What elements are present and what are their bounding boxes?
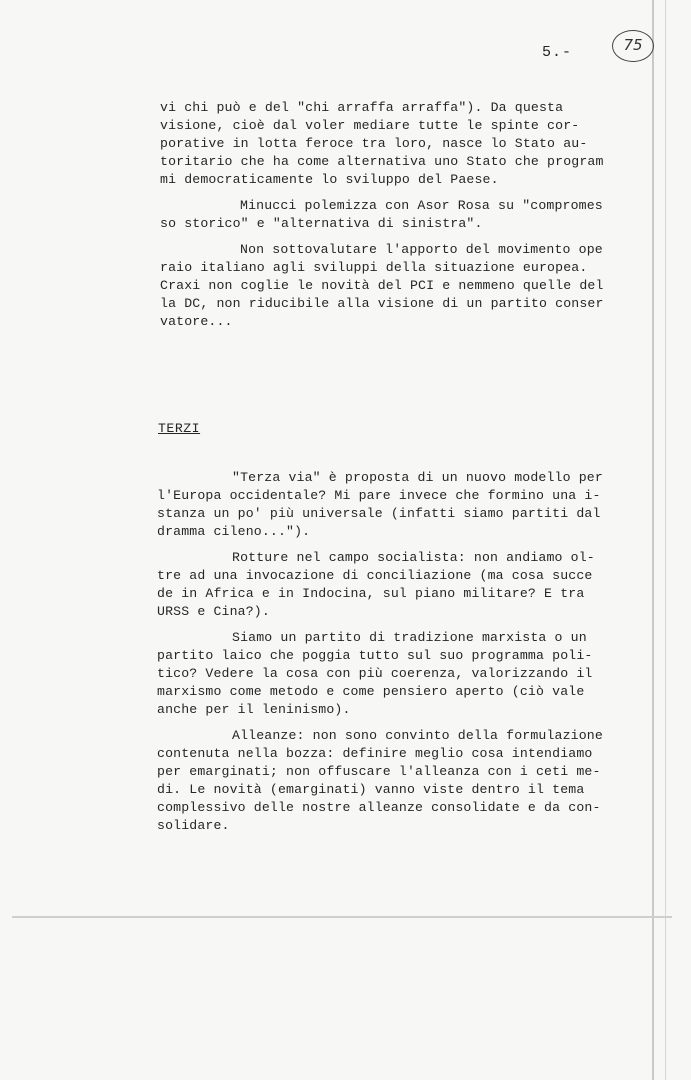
text-line: porative in lotta feroce tra loro, nasce lo Stato au-: [160, 136, 588, 151]
text-line: Craxi non coglie le novità del PCI e nemmeno quelle del: [160, 278, 604, 293]
text-line: vi chi può e del "chi arraffa arraffa"). Da questa: [160, 100, 564, 115]
text-line: per emarginati; non offuscare l'alleanza con i ceti me-: [157, 764, 601, 779]
text-line: marxismo come metodo e come pensiero aperto (ciò vale: [157, 684, 585, 699]
text-line: anche per il leninismo).: [157, 702, 351, 717]
text-line: di. Le novità (emarginati) vanno viste dentro il tema: [157, 782, 585, 797]
text-line: Non sottovalutare l'apporto del movimento ope: [240, 242, 603, 257]
section-heading: TERZI: [158, 421, 201, 436]
text-line: "Terza via" è proposta di un nuovo modello per: [232, 470, 603, 485]
text-line: Siamo un partito di tradizione marxista o un: [232, 630, 587, 645]
text-line: Rotture nel campo socialista: non andiamo ol-: [232, 550, 595, 565]
page-stamp: 75: [612, 30, 654, 62]
text-line: la DC, non riducibile alla visione di un partito conser: [160, 296, 604, 311]
text-line: stanza un po' più universale (infatti siamo partiti dal: [157, 506, 601, 521]
text-line: de in Africa e in Indocina, sul piano militare? E tra: [157, 586, 585, 601]
text-line: visione, cioè dal voler mediare tutte le spinte cor-: [160, 118, 580, 133]
text-line: vatore...: [160, 314, 233, 329]
page-edge-shadow: [652, 0, 654, 1080]
text-line: Alleanze: non sono convinto della formulazione: [232, 728, 603, 743]
text-line: toritario che ha come alternativa uno Stato che program: [160, 154, 604, 169]
text-line: partito laico che poggia tutto sul suo programma poli-: [157, 648, 593, 663]
page-fold-line: [12, 916, 672, 918]
page-edge-line: [665, 0, 666, 1080]
text-line: tre ad una invocazione di conciliazione (ma cosa succe: [157, 568, 593, 583]
text-line: raio italiano agli sviluppi della situazione europea.: [160, 260, 588, 275]
text-line: complessivo delle nostre alleanze consolidate e da con-: [157, 800, 601, 815]
text-line: contenuta nella bozza: definire meglio cosa intendiamo: [157, 746, 593, 761]
text-line: tico? Vedere la cosa con più coerenza, valorizzando il: [157, 666, 593, 681]
text-line: dramma cileno...").: [157, 524, 311, 539]
page-number: 5.-: [542, 44, 573, 61]
text-line: l'Europa occidentale? Mi pare invece che formino una i-: [157, 488, 601, 503]
text-line: solidare.: [157, 818, 230, 833]
text-line: Minucci polemizza con Asor Rosa su "compromes: [240, 198, 603, 213]
text-line: so storico" e "alternativa di sinistra".: [160, 216, 483, 231]
text-line: mi democraticamente lo sviluppo del Paese.: [160, 172, 499, 187]
text-line: URSS e Cina?).: [157, 604, 270, 619]
